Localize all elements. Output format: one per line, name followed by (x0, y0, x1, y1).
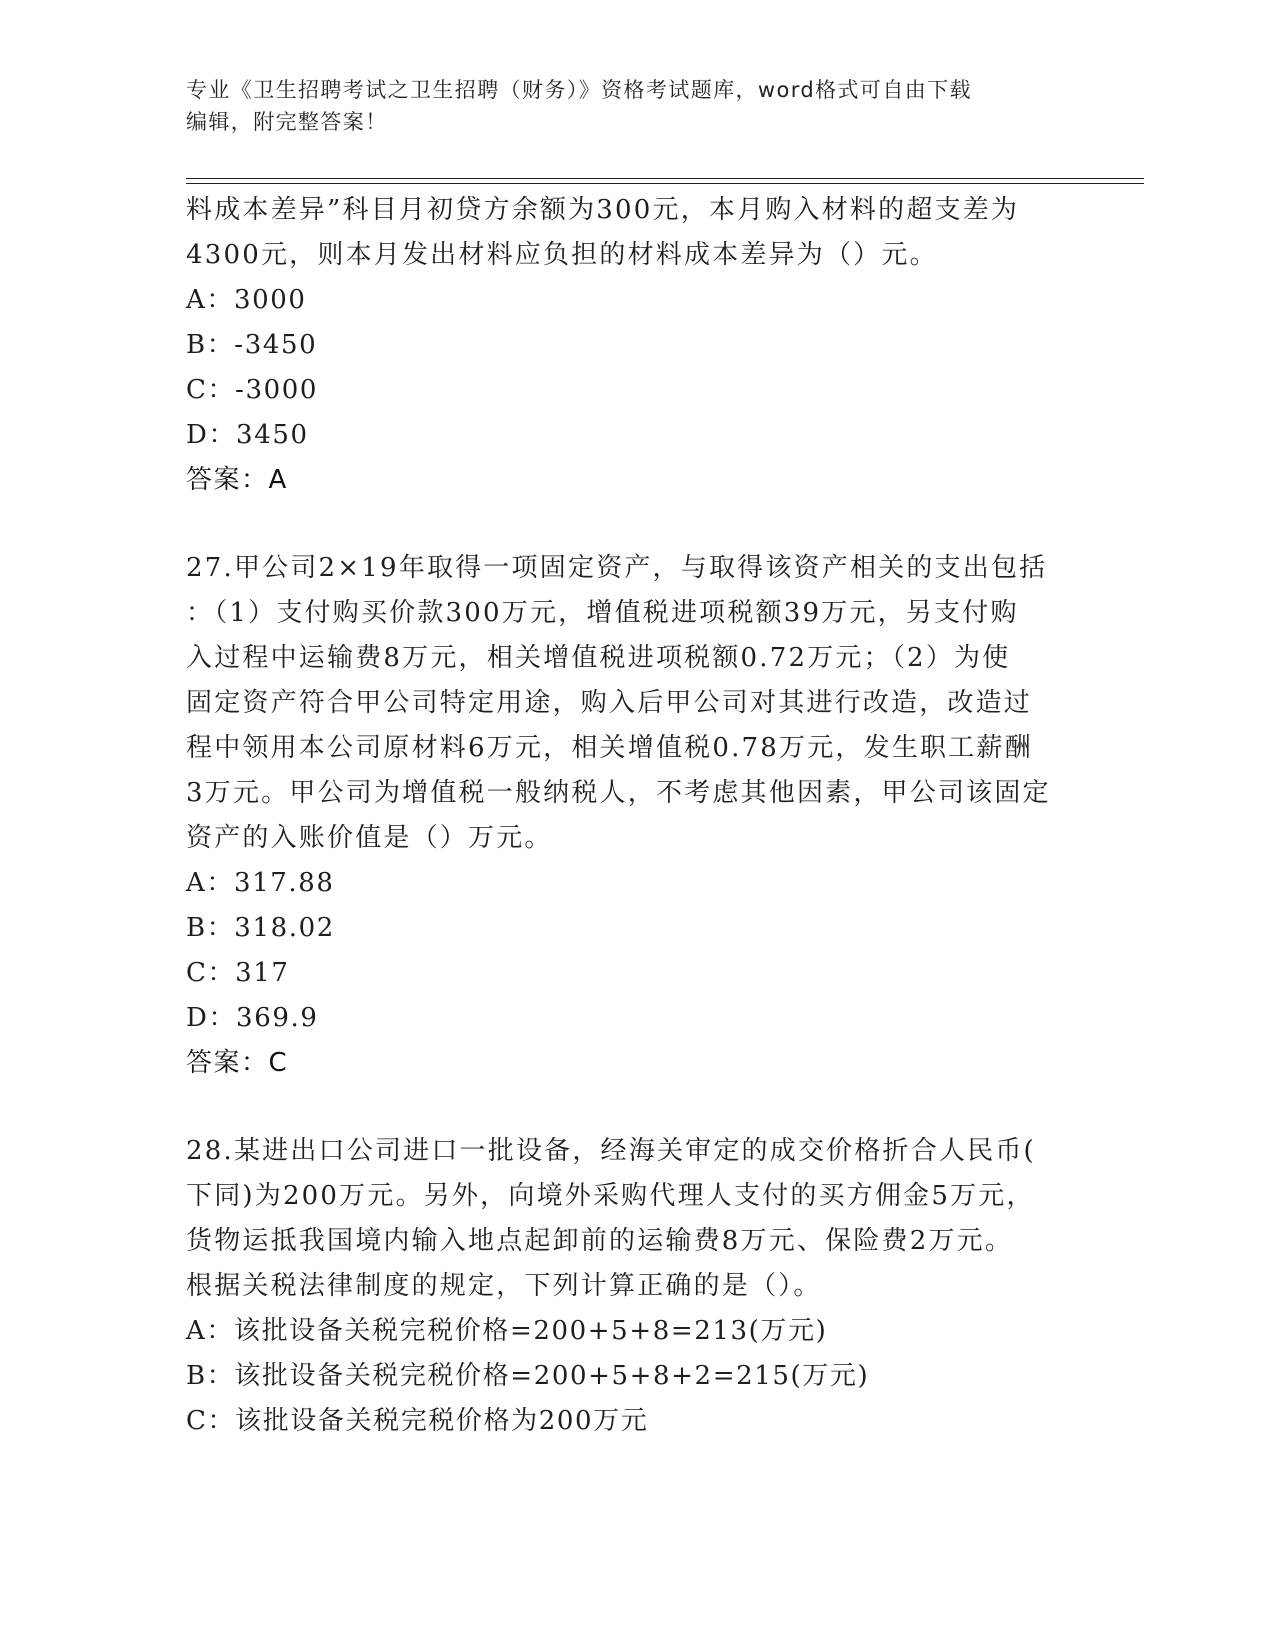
header-rule-bottom (186, 183, 1144, 184)
question-text-line: 根据关税法律制度的规定，下列计算正确的是（）。 (186, 1271, 822, 1301)
document-header (186, 74, 1086, 138)
question-spacer (186, 503, 1086, 546)
option-c: C：该批设备关税完税价格为200万元 (186, 1406, 649, 1436)
option-a: A：该批设备关税完税价格=200+5+8=213(万元) (186, 1316, 828, 1346)
option-a: A：317.88 (186, 868, 335, 898)
option-c: C：317 (186, 958, 290, 988)
question-text-line: 货物运抵我国境内输入地点起卸前的运输费8万元、保险费2万元。 (186, 1226, 1014, 1256)
option-b: B：318.02 (186, 913, 335, 943)
answer-label: 答案：A (186, 465, 288, 495)
question-text-line: 3万元。甲公司为增值税一般纳税人，不考虑其他因素，甲公司该固定 (186, 778, 1051, 808)
question-text-line: 28.某进出口公司进口一批设备，经海关审定的成交价格折合人民币( (186, 1136, 1036, 1166)
question-spacer (186, 1086, 1086, 1129)
option-d: D：369.9 (186, 1003, 319, 1033)
document-body (186, 188, 1086, 1444)
question-text-line: 下同)为200万元。另外，向境外采购代理人支付的买方佣金5万元， (186, 1181, 1035, 1211)
answer-label: 答案：C (186, 1048, 289, 1078)
option-a: A：3000 (186, 285, 307, 315)
option-b: B：该批设备关税完税价格=200+5+8+2=215(万元) (186, 1361, 870, 1391)
question-text-line: 4300元，则本月发出材料应负担的材料成本差异为（）元。 (186, 240, 938, 270)
question-26 (186, 188, 1086, 503)
question-text-line: 资产的入账价值是（）万元。 (186, 823, 553, 853)
header-line-2: 编辑，附完整答案！ (186, 110, 388, 134)
question-text-line: 程中领用本公司原材料6万元，相关增值税0.78万元，发生职工薪酬 (186, 733, 1033, 763)
question-text-line: 入过程中运输费8万元，相关增值税进项税额0.72万元；（2）为使 (186, 643, 1011, 673)
question-text-line: ：（1）支付购买价款300万元，增值税进项税额39万元，另支付购 (186, 598, 1019, 628)
header-line-1: 专业《卫生招聘考试之卫生招聘（财务）》资格考试题库，word格式可自由下载 (186, 78, 972, 102)
question-27 (186, 546, 1086, 1086)
option-d: D：3450 (186, 420, 309, 450)
question-text-line: 料成本差异”科目月初贷方余额为300元，本月购入材料的超支差为 (186, 195, 1020, 225)
header-rule-top (186, 178, 1144, 179)
question-28 (186, 1129, 1086, 1444)
question-text-line: 27.甲公司2×19年取得一项固定资产，与取得该资产相关的支出包括 (186, 553, 1048, 583)
option-b: B：-3450 (186, 330, 318, 360)
question-text-line: 固定资产符合甲公司特定用途，购入后甲公司对其进行改造，改造过 (186, 688, 1033, 718)
option-c: C：-3000 (186, 375, 319, 405)
